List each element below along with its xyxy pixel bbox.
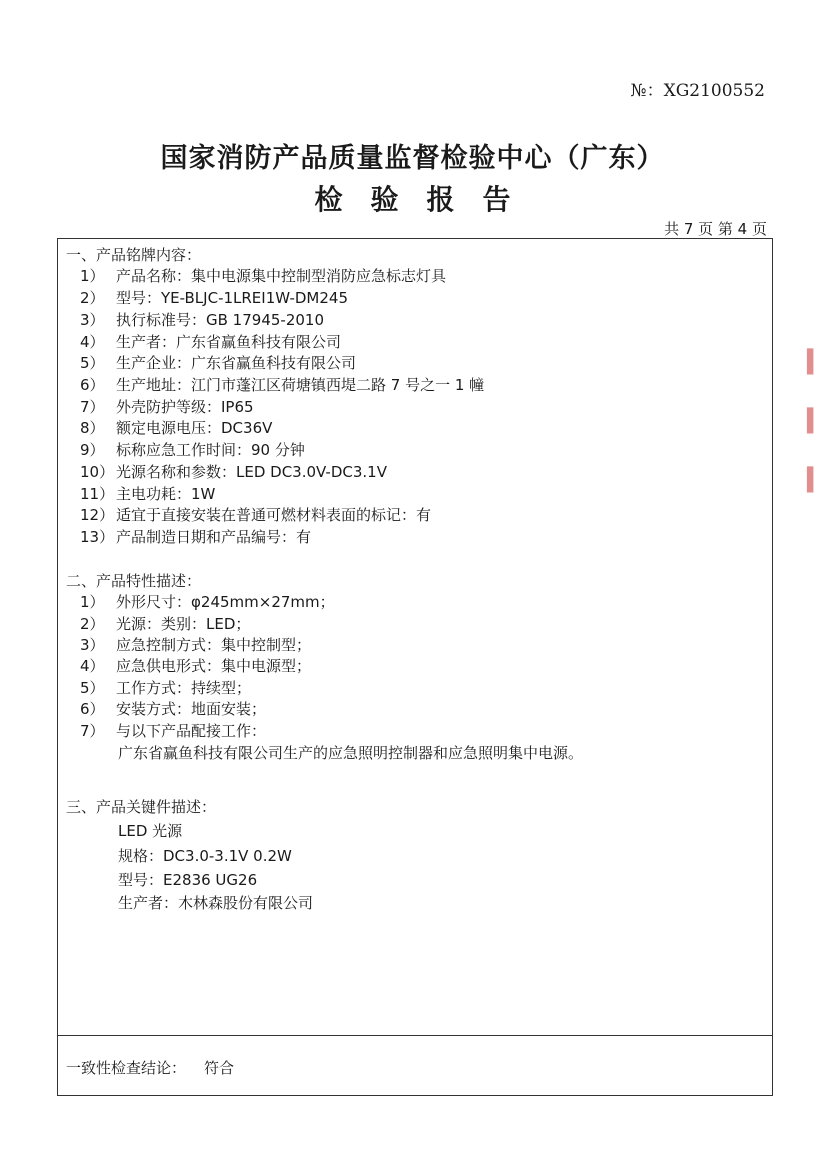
- list-item: 8） 额定电源电压：DC36V: [80, 419, 273, 437]
- list-item: 5） 工作方式：持续型；: [80, 679, 252, 697]
- list-item: 3） 执行标准号：GB 17945-2010: [80, 311, 324, 329]
- list-item: 1） 产品名称：集中电源集中控制型消防应急标志灯具: [80, 267, 447, 285]
- key-component-line: 生产者：木林森股份有限公司: [118, 894, 314, 912]
- seal-stamp-fragment: ▍ ▍ ▍: [807, 350, 824, 493]
- list-item: 7） 外壳防护等级：IP65: [80, 398, 254, 416]
- section1-heading: 一、产品铭牌内容：: [66, 246, 202, 264]
- list-item: 12） 适宜于直接安装在普通可燃材料表面的标记：有: [80, 506, 432, 524]
- conclusion: [66, 1057, 234, 1078]
- list-item: 2） 光源：类别：LED；: [80, 615, 251, 633]
- list-item: 10） 光源名称和参数：LED DC3.0V-DC3.1V: [80, 463, 387, 481]
- section2-heading: 二、产品特性描述：: [66, 572, 202, 590]
- list-item: 4） 应急供电形式：集中电源型；: [80, 657, 312, 675]
- list-item: 5） 生产企业：广东省赢鱼科技有限公司: [80, 354, 357, 372]
- key-component-line: LED 光源: [118, 822, 183, 840]
- conclusion-label: 一致性检查结论：: [66, 1059, 187, 1077]
- conclusion-divider: [57, 1035, 773, 1036]
- section3-heading: 三、产品关键件描述：: [66, 798, 217, 816]
- conclusion-value: 符合: [204, 1059, 235, 1077]
- report-title: 检验报告: [314, 183, 539, 216]
- list-item: 6） 生产地址：江门市蓬江区荷塘镇西堤二路 7 号之一 1 幢: [80, 376, 485, 394]
- report-number: №：XG2100552: [630, 81, 765, 101]
- list-item: 4） 生产者：广东省赢鱼科技有限公司: [80, 333, 342, 351]
- page-info: 共 7 页 第 4 页: [664, 220, 767, 238]
- key-component-line: 型号：E2836 UG26: [118, 871, 258, 889]
- list-item: 11） 主电功耗：1W: [80, 485, 216, 503]
- list-item: 13） 产品制造日期和产品编号：有: [80, 528, 312, 546]
- compatible-products: 广东省赢鱼科技有限公司生产的应急照明控制器和应急照明集中电源。: [118, 744, 584, 762]
- list-item: 7） 与以下产品配接工作：: [80, 722, 267, 740]
- list-item: 3） 应急控制方式：集中控制型；: [80, 636, 312, 654]
- key-component-line: 规格：DC3.0-3.1V 0.2W: [118, 847, 292, 865]
- list-item: 1） 外形尺寸：φ245mm×27mm；: [80, 593, 335, 611]
- list-item: 2） 型号：YE-BLJC-1LREⅠ1W-DM245: [80, 289, 349, 307]
- organization-name: 国家消防产品质量监督检验中心（广东）: [160, 143, 665, 174]
- list-item: 9） 标称应急工作时间：90 分钟: [80, 441, 305, 459]
- list-item: 6） 安装方式：地面安装；: [80, 700, 267, 718]
